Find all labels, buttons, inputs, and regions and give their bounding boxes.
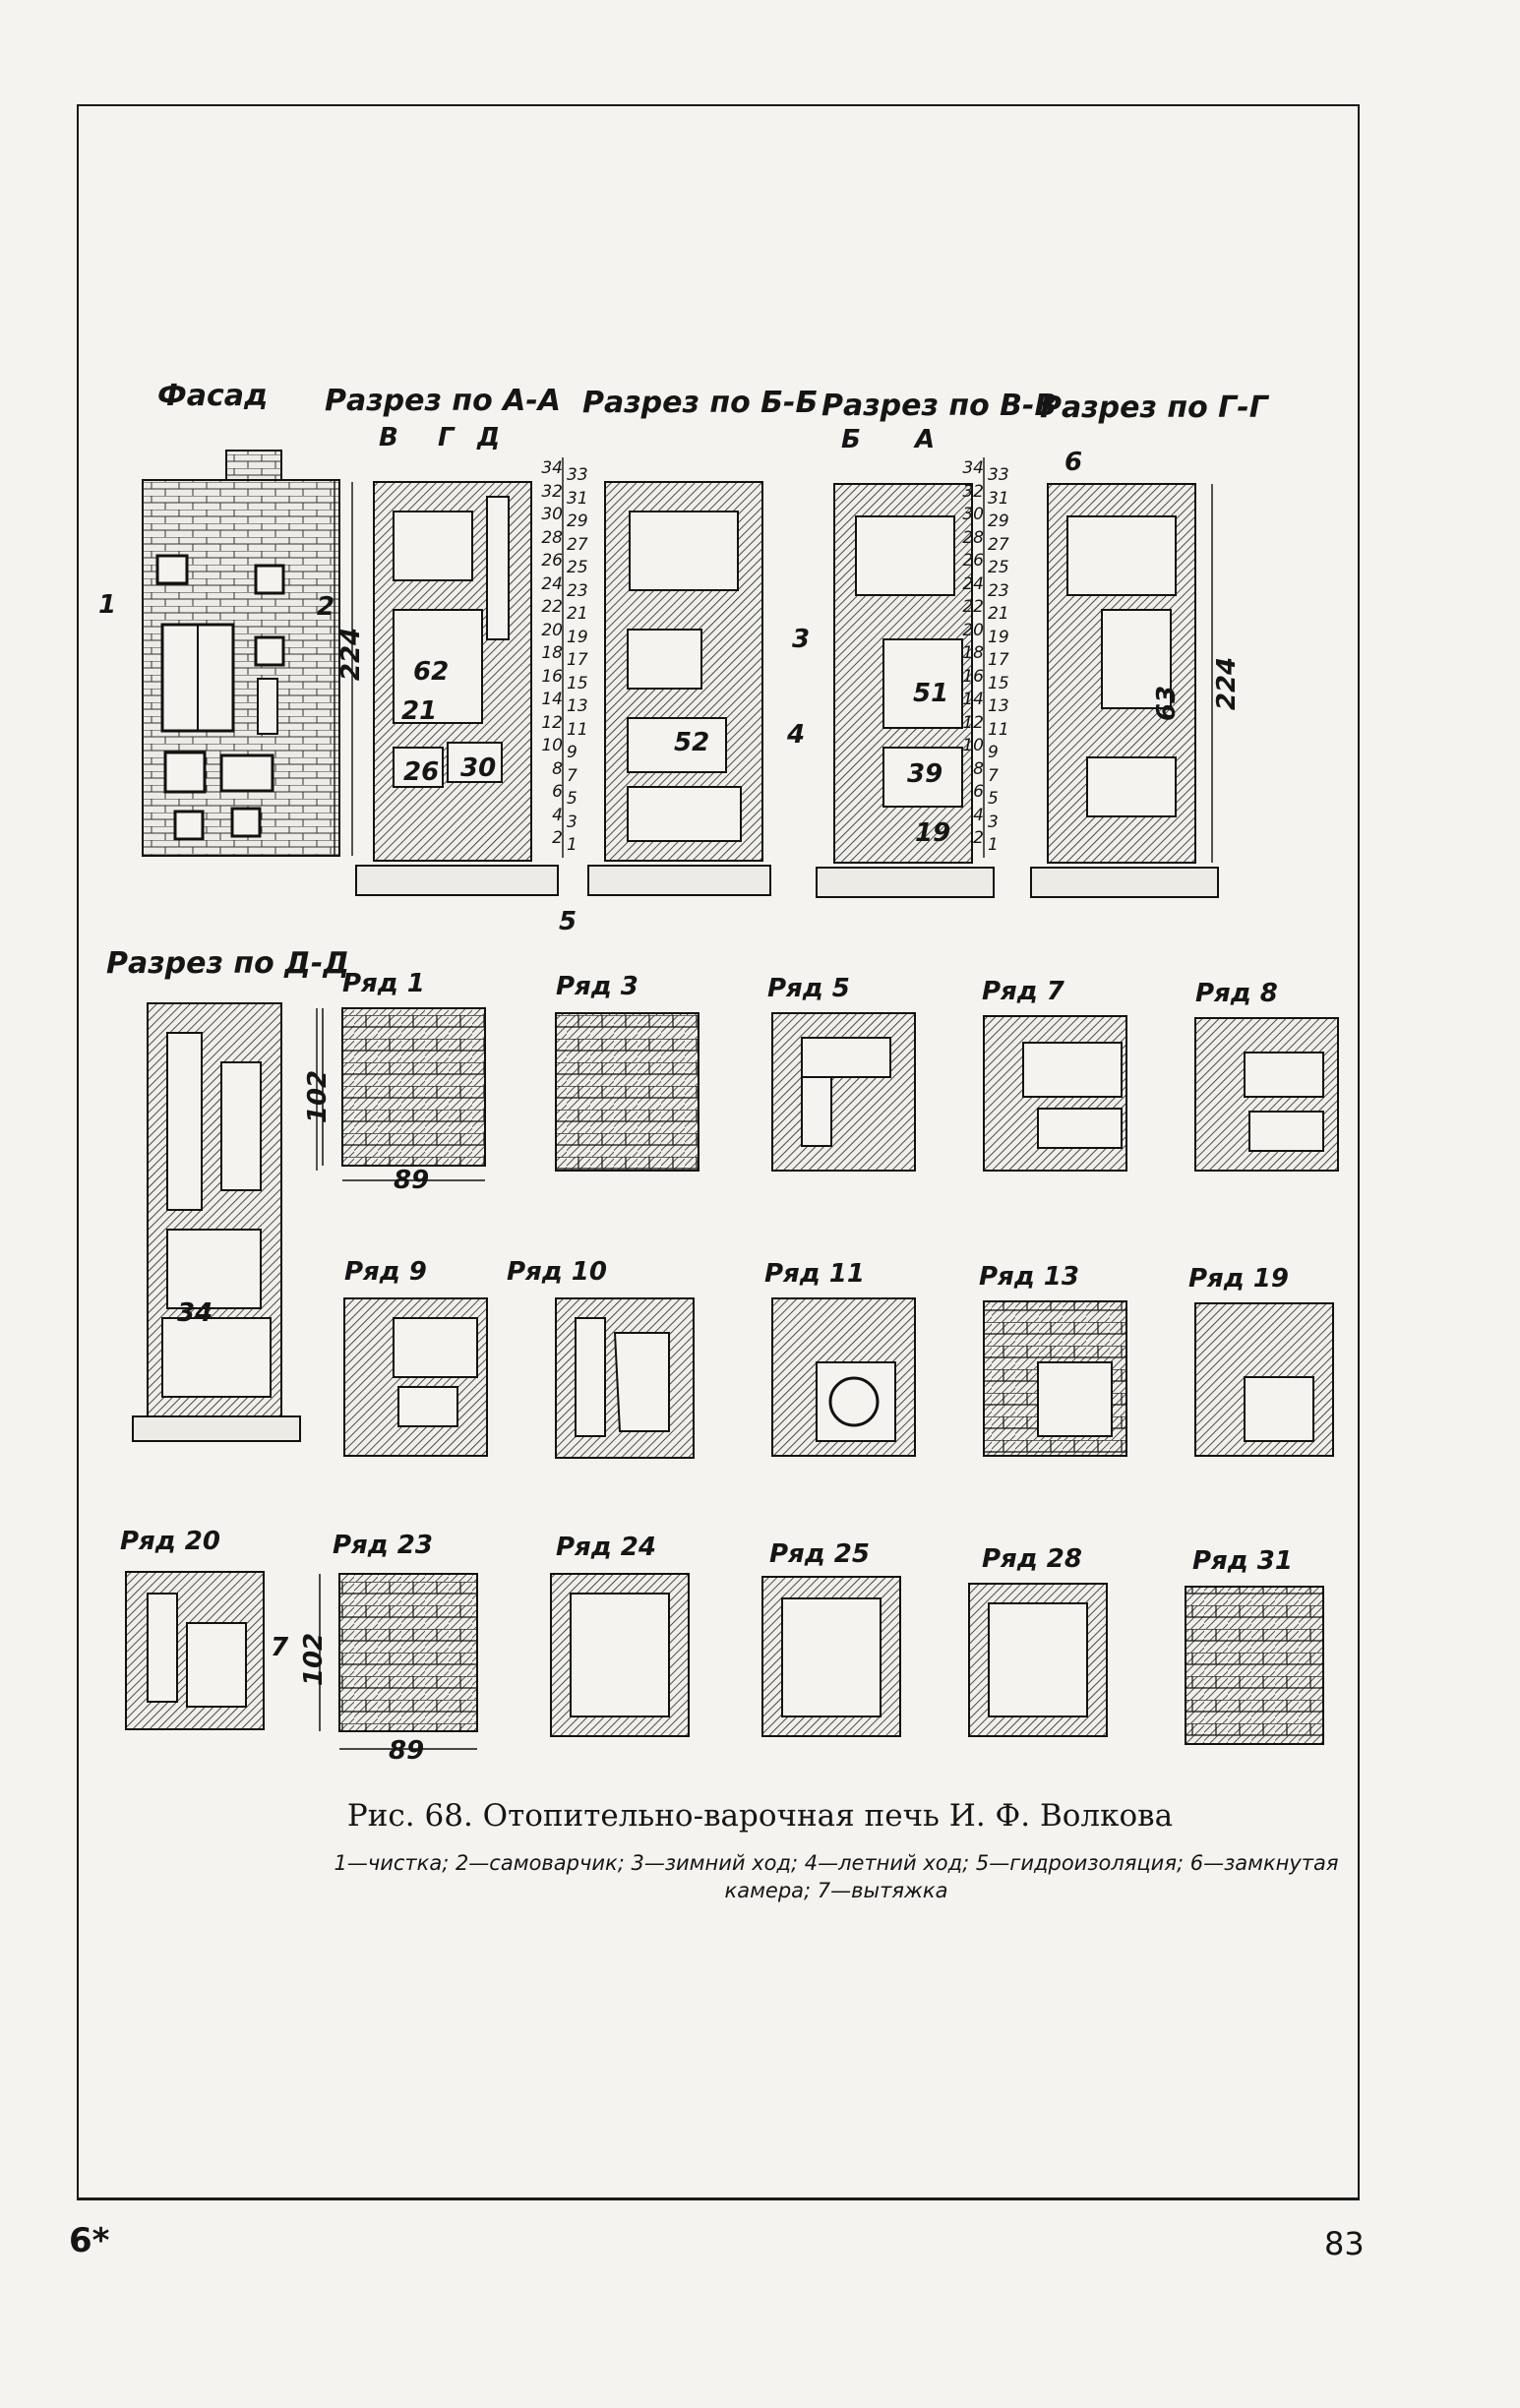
row-number-2: 2 [552, 828, 563, 848]
row-number-28: 28 [541, 527, 563, 548]
row-number-8: 8 [552, 758, 563, 779]
row-number-19: 19 [567, 627, 588, 647]
row-number-32: 32 [962, 481, 984, 502]
dimension-63: 63 [1152, 685, 1183, 722]
row-number-1: 1 [567, 835, 578, 855]
row-number-3: 3 [567, 812, 578, 832]
dimension-depth-102-a: 102 [303, 1069, 334, 1124]
figure-legend: 1—чистка; 2—самоварчик; 3—зимний ход; 4—летний ход; 5—гидроизоляция; 6—замкнутая камера; 7—вытяжка [334, 1851, 1339, 1902]
row-label-19: Ряд 19 [1188, 1264, 1289, 1294]
row-number-15: 15 [567, 673, 588, 693]
dimension-21: 21 [401, 696, 438, 726]
heading-section-aa: Разрез по А-А [325, 384, 562, 418]
row-number-18: 18 [962, 643, 984, 663]
row-number-24: 24 [962, 573, 984, 594]
section-dd-drawing [133, 1003, 300, 1441]
plan-row20 [126, 1572, 264, 1729]
dimension-26: 26 [403, 757, 440, 787]
callout-2: 2 [317, 592, 335, 622]
plan-row19 [1195, 1303, 1333, 1456]
row-number-25: 25 [988, 558, 1009, 577]
row-label-9: Ряд 9 [344, 1257, 427, 1287]
heading-section-dd: Разрез по Д-Д [106, 946, 350, 981]
plan-row8 [1195, 1018, 1338, 1171]
row-scale-left [537, 457, 563, 851]
row-number-1: 1 [988, 835, 999, 855]
row-number-22: 22 [541, 597, 563, 617]
plan-row11 [772, 1298, 915, 1456]
row-number-30: 30 [541, 505, 563, 524]
plan-row31 [1186, 1587, 1323, 1744]
row-number-24: 24 [541, 573, 563, 594]
section-bb-drawing [588, 482, 770, 895]
row-number-16: 16 [962, 666, 984, 687]
row-number-34: 34 [962, 458, 984, 478]
callout-4: 4 [787, 720, 806, 750]
row-number-27: 27 [988, 534, 1009, 555]
row-number-18: 18 [541, 643, 563, 663]
dimension-52: 52 [674, 728, 710, 757]
row-number-34: 34 [541, 458, 563, 478]
row-number-23: 23 [567, 580, 588, 601]
plan-row5 [772, 1013, 915, 1171]
row-number-6: 6 [973, 782, 984, 802]
row-number-27: 27 [567, 534, 588, 555]
row-number-6: 6 [552, 782, 563, 802]
row-label-31: Ряд 31 [1192, 1546, 1293, 1576]
row-number-25: 25 [567, 558, 588, 577]
row-number-5: 5 [988, 789, 999, 809]
cut-letter-v: В [379, 423, 398, 452]
row-number-21: 21 [988, 604, 1009, 624]
dimension-depth-102-b: 102 [299, 1632, 330, 1687]
heading-section-bb: Разрез по Б-Б [582, 386, 819, 420]
facade-drawing [143, 451, 339, 856]
plan-row24 [551, 1574, 689, 1736]
row-number-22: 22 [962, 597, 984, 617]
row-number-14: 14 [541, 690, 563, 709]
row-number-12: 12 [541, 712, 563, 733]
row-number-30: 30 [962, 505, 984, 524]
row-number-19: 19 [988, 627, 1009, 647]
row-number-29: 29 [567, 512, 588, 531]
row-number-20: 20 [541, 620, 563, 640]
row-label-23: Ряд 23 [333, 1531, 433, 1560]
row-number-16: 16 [541, 666, 563, 687]
dimension-height-224-right: 224 [1212, 656, 1243, 711]
row-number-4: 4 [552, 805, 563, 825]
row-number-31: 31 [988, 488, 1009, 509]
cut-letter-b: Б [841, 425, 861, 454]
row-label-25: Ряд 25 [769, 1539, 870, 1569]
heading-section-gg: Разрез по Г-Г [1040, 391, 1268, 425]
row-label-13: Ряд 13 [979, 1262, 1079, 1292]
row-scale-right [567, 464, 592, 858]
row-label-7: Ряд 7 [982, 977, 1064, 1006]
row-label-24: Ряд 24 [556, 1533, 656, 1562]
heading-facade: Фасад [157, 379, 269, 413]
plan-row7 [984, 1016, 1126, 1171]
plan-row13 [984, 1301, 1126, 1456]
dimension-39: 39 [907, 759, 943, 789]
row-number-10: 10 [541, 736, 563, 755]
row-number-26: 26 [541, 551, 563, 571]
dimension-width-89-a: 89 [394, 1166, 430, 1195]
plan-row25 [762, 1577, 900, 1736]
cut-letter-d: Д [477, 423, 501, 452]
row-number-33: 33 [988, 465, 1009, 485]
section-aa-drawing [356, 482, 558, 895]
row-number-20: 20 [962, 620, 984, 640]
row-number-11: 11 [988, 719, 1009, 740]
callout-6: 6 [1064, 448, 1083, 477]
row-number-5: 5 [567, 789, 578, 809]
dimension-51: 51 [913, 679, 949, 708]
row-number-32: 32 [541, 481, 563, 502]
signature-mark: 6* [69, 2221, 110, 2260]
row-label-28: Ряд 28 [982, 1544, 1082, 1574]
row-label-10: Ряд 10 [507, 1257, 607, 1287]
cut-letter-a: А [915, 425, 936, 454]
row-label-20: Ряд 20 [120, 1527, 220, 1556]
cut-letter-g: Г [438, 423, 455, 452]
row-number-8: 8 [973, 758, 984, 779]
row-number-33: 33 [567, 465, 588, 485]
row-number-15: 15 [988, 673, 1009, 693]
callout-7: 7 [271, 1633, 289, 1662]
row-label-3: Ряд 3 [556, 972, 638, 1001]
page-number: 83 [1324, 2225, 1365, 2262]
row-number-9: 9 [567, 743, 578, 762]
row-number-11: 11 [567, 719, 588, 740]
plan-row23 [339, 1574, 477, 1731]
row-number-13: 13 [567, 696, 588, 716]
row-number-23: 23 [988, 580, 1009, 601]
row-label-11: Ряд 11 [764, 1259, 865, 1289]
row-number-2: 2 [973, 828, 984, 848]
dimension-34: 34 [177, 1298, 213, 1328]
row-number-17: 17 [567, 650, 588, 670]
dimension-62: 62 [413, 657, 450, 687]
figure-caption: Рис. 68. Отопительно-варочная печь И. Ф. Волкова [346, 1798, 1174, 1834]
row-scale-left-2 [960, 457, 984, 851]
dimension-height-224-left: 224 [336, 627, 367, 682]
row-number-29: 29 [988, 512, 1009, 531]
row-scale-right-2 [988, 464, 1013, 858]
row-label-1: Ряд 1 [342, 969, 425, 998]
row-number-31: 31 [567, 488, 588, 509]
row-number-28: 28 [962, 527, 984, 548]
row-number-9: 9 [988, 743, 999, 762]
row-number-14: 14 [962, 690, 984, 709]
row-number-21: 21 [567, 604, 588, 624]
row-number-7: 7 [988, 765, 999, 786]
callout-5: 5 [559, 907, 578, 936]
plan-row3 [556, 1013, 699, 1171]
row-number-4: 4 [973, 805, 984, 825]
row-label-5: Ряд 5 [767, 974, 850, 1003]
dimension-30: 30 [460, 753, 497, 783]
heading-section-vv: Разрез по В-В [821, 389, 1058, 423]
callout-3: 3 [792, 625, 811, 654]
dimension-width-89-b: 89 [389, 1736, 425, 1766]
plan-row9 [344, 1298, 487, 1456]
row-number-17: 17 [988, 650, 1009, 670]
plan-row1 [342, 1008, 485, 1166]
row-number-7: 7 [567, 765, 578, 786]
row-label-8: Ряд 8 [1195, 979, 1278, 1008]
row-number-13: 13 [988, 696, 1009, 716]
dimension-19: 19 [915, 818, 951, 848]
row-number-10: 10 [962, 736, 984, 755]
plan-row10 [556, 1298, 694, 1458]
row-number-26: 26 [962, 551, 984, 571]
section-gg-drawing [1031, 484, 1218, 897]
row-number-3: 3 [988, 812, 999, 832]
row-number-12: 12 [962, 712, 984, 733]
plan-row28 [969, 1584, 1107, 1736]
callout-1: 1 [98, 590, 117, 620]
